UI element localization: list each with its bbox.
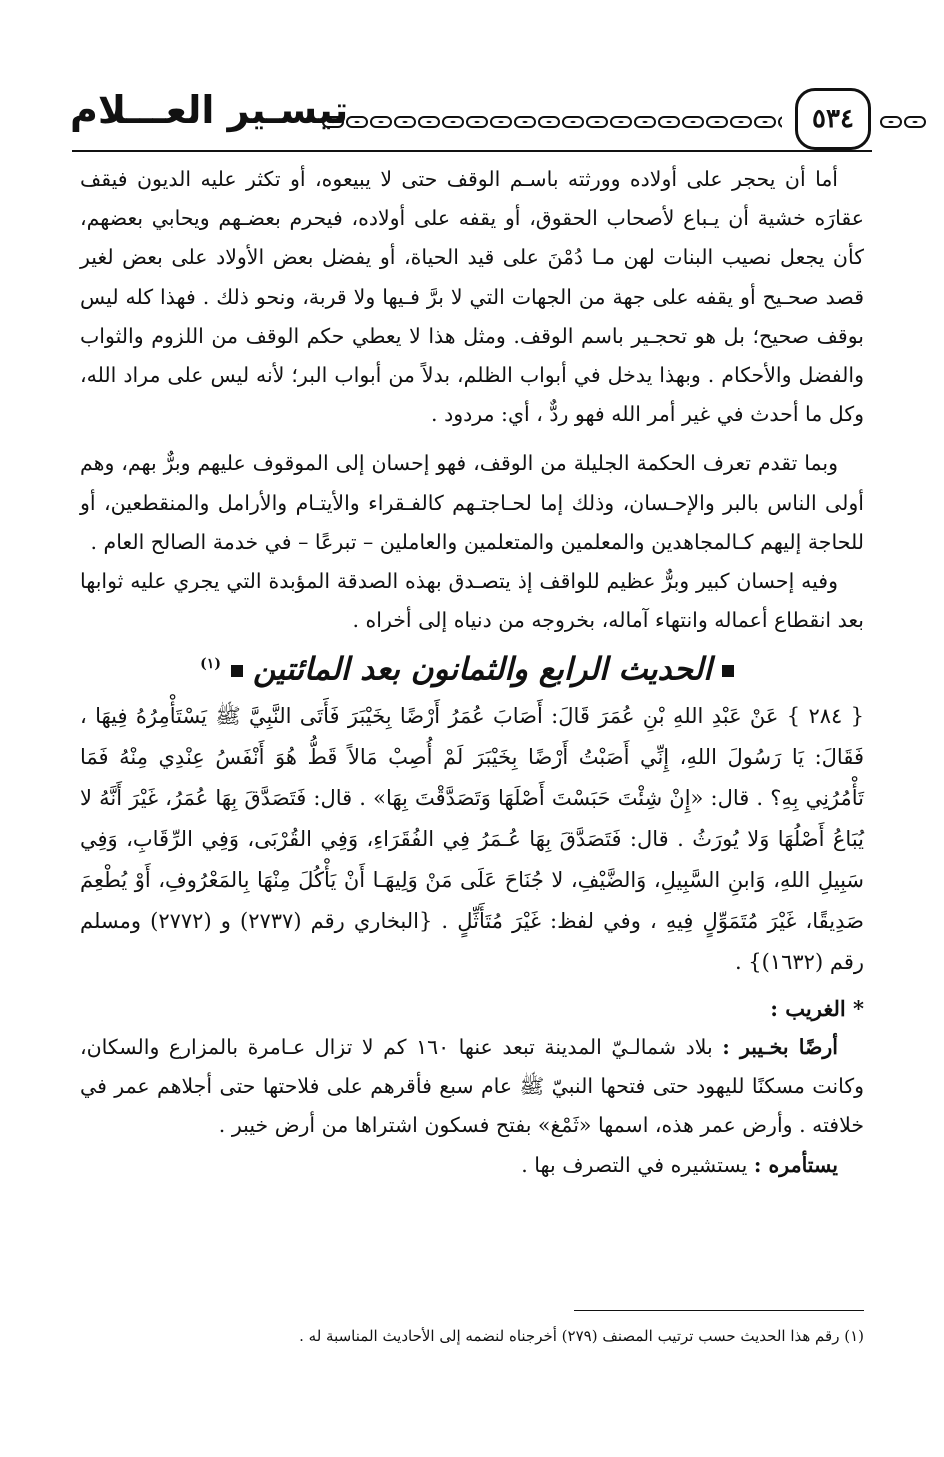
gharib-definition: بلاد شمالـيّ المدينة تبعد عنها ١٦٠ كم لا تزال عـامرة بالمزارع والسكان، وكانت مسكنًا لليهود حتى فتحها النبيّ ﷺ عام سبع فأقرهم على فلاحتها حتى أجلاهم عمر في خلافته . وأرض عمر هذه، اسمها «ثَمْغ» بفتح فسكون اشتراها من أرض خيبر . xyxy=(80,1034,864,1138)
paragraph: وفيه إحسان كبير وبرٌّ عظيم للواقف إذ يتصـدق بهذه الصدقة المؤبدة التي يجري عليه ثوابها بعد انقطاع أعماله وانتهاء آماله، بخروجه من دنياه إلى أخراه . xyxy=(80,569,864,633)
hadith-title-text: الحديث الرابع والثمانون بعد المائتين xyxy=(252,651,712,688)
gharib-entry xyxy=(80,1146,864,1185)
square-bullet-icon xyxy=(722,665,734,677)
header-ornament xyxy=(322,115,782,129)
page-content xyxy=(80,160,864,1185)
header-ornament-right xyxy=(880,115,940,129)
page-header xyxy=(70,82,874,152)
gharib-term: يستأمره : xyxy=(753,1152,838,1177)
page-number: ٥٣٤ xyxy=(795,88,871,150)
hadith-title xyxy=(80,642,864,691)
footnote-marker: (١) xyxy=(200,656,221,673)
gharib-term: أرضًا بخـيبر : xyxy=(722,1034,838,1059)
footnote-divider xyxy=(574,1310,864,1311)
square-bullet-icon xyxy=(231,665,243,677)
header-divider xyxy=(72,150,872,152)
footnote: (١) رقم هذا الحديث حسب ترتيب المصنف (٢٧٩) أخرجناه لنضمه إلى الأحاديث المناسبة له . xyxy=(299,1327,864,1345)
gharib-definition: يستشيره في التصرف بها . xyxy=(521,1152,754,1177)
gharib-entry xyxy=(80,1028,864,1146)
section-heading-gharib: * الغريب : xyxy=(770,995,864,1021)
hadith-text: { ٢٨٤ } عَنْ عَبْدِ اللهِ بْنِ عُمَرَ قَالَ: أَصَابَ عُمَرُ أَرْضًا بِخَيْبَرَ فَأَتَى النَّبِيَّ ﷺ يَسْتَأْمِرُهُ فِيهَا ، فَقَالَ: يَا رَسُولَ اللهِ، إِنِّي أَصَبْتُ أَرْضًا بِخَيْبَرَ لَمْ أُصِبْ مَالاً قَطُّ هُوَ أَنْفَسُ عِنْدِي مِنْهُ فَمَا تَأْمُرُنِي بِهِ؟ . قال: «إِنْ شِئْتَ حَبَسْتَ أَصْلَهَا وَتَصَدَّقْتَ بِهَا» . قال: فَتَصَدَّقَ بِهَا عُمَرُ، غَيْرَ أَنَّهُ لا يُبَاعُ أَصْلُهَا وَلا يُورَثُ . قال: فَتَصَدَّقَ بِهَا عُـمَرُ فِي الفُقَرَاءِ، وَفِي القُرْبَى، وَفِي الرِّقَابِ، وَفِي سَبِيلِ اللهِ، وَابنِ السَّبِيلِ، وَالضَّيْفِ، لا جُنَاحَ عَلَى مَنْ وَلِيهَـا أَنْ يَأْكُلَ مِنْهَا بِالمَعْرُوفِ، أَوْ يُطْعِمَ صَدِيقًا، غَيْرَ مُتَمَوِّلٍ فِيهِ ، وفي لفظ: غَيْرَ مُتَأَثِّلٍ . {البخاري رقم (٢٧٣٧) و (٢٧٧٢) ومسلم رقم (١٦٣٢)} . xyxy=(80,703,864,974)
paragraph: وبما تقدم تعرف الحكمة الجليلة من الوقف، فهو إحسان إلى الموقوف عليهم وبرٌّ بهم، وهم أولى الناس بالبر والإحـسان، وذلك إما لحـاجتـهم كالفـقراء والأيتـام والأرامل والمنقطعين، أو للحاجة إليهم كـالمجاهدين والمعلمين والمتعلمين والعاملين – تبرعًا – في خدمة الصالح العام . xyxy=(80,451,864,554)
book-title: تيسـير العـــلام xyxy=(70,88,349,132)
paragraph: أما أن يحجر على أولاده وورثته باسـم الوقف حتى لا يبيعوه، أو تكثر عليه الديون فيقف عقارَه خشية أن يـباع لأصحاب الحقوق، أو يقفه على أولاده، فيحرم بعضـهم ويحابي بعضهم، كأن يجعل نصيب البنات لهن مـا دُمْنَ على قيد الحياة، أو يفضل بعض الأولاد على بعض لغير قصد صحـيح أو يقفه على جهة من الجهات التي لا برَّ فـيها ولا قربة، ونحو ذلك . فهذا كله ليس بوقف صحيح؛ بل هو تحجـير باسم الوقف. ومثل هذا لا يعطي حكم الوقف من اللزوم والثواب والفضل والأحكام . وبهذا يدخل في أبواب الظلم، بدلاً من أبواب البر؛ لأنه ليس على مراد الله، وكل ما أحدث في غير أمر الله فهو ردٌّ ، أي: مردود . xyxy=(80,167,864,427)
